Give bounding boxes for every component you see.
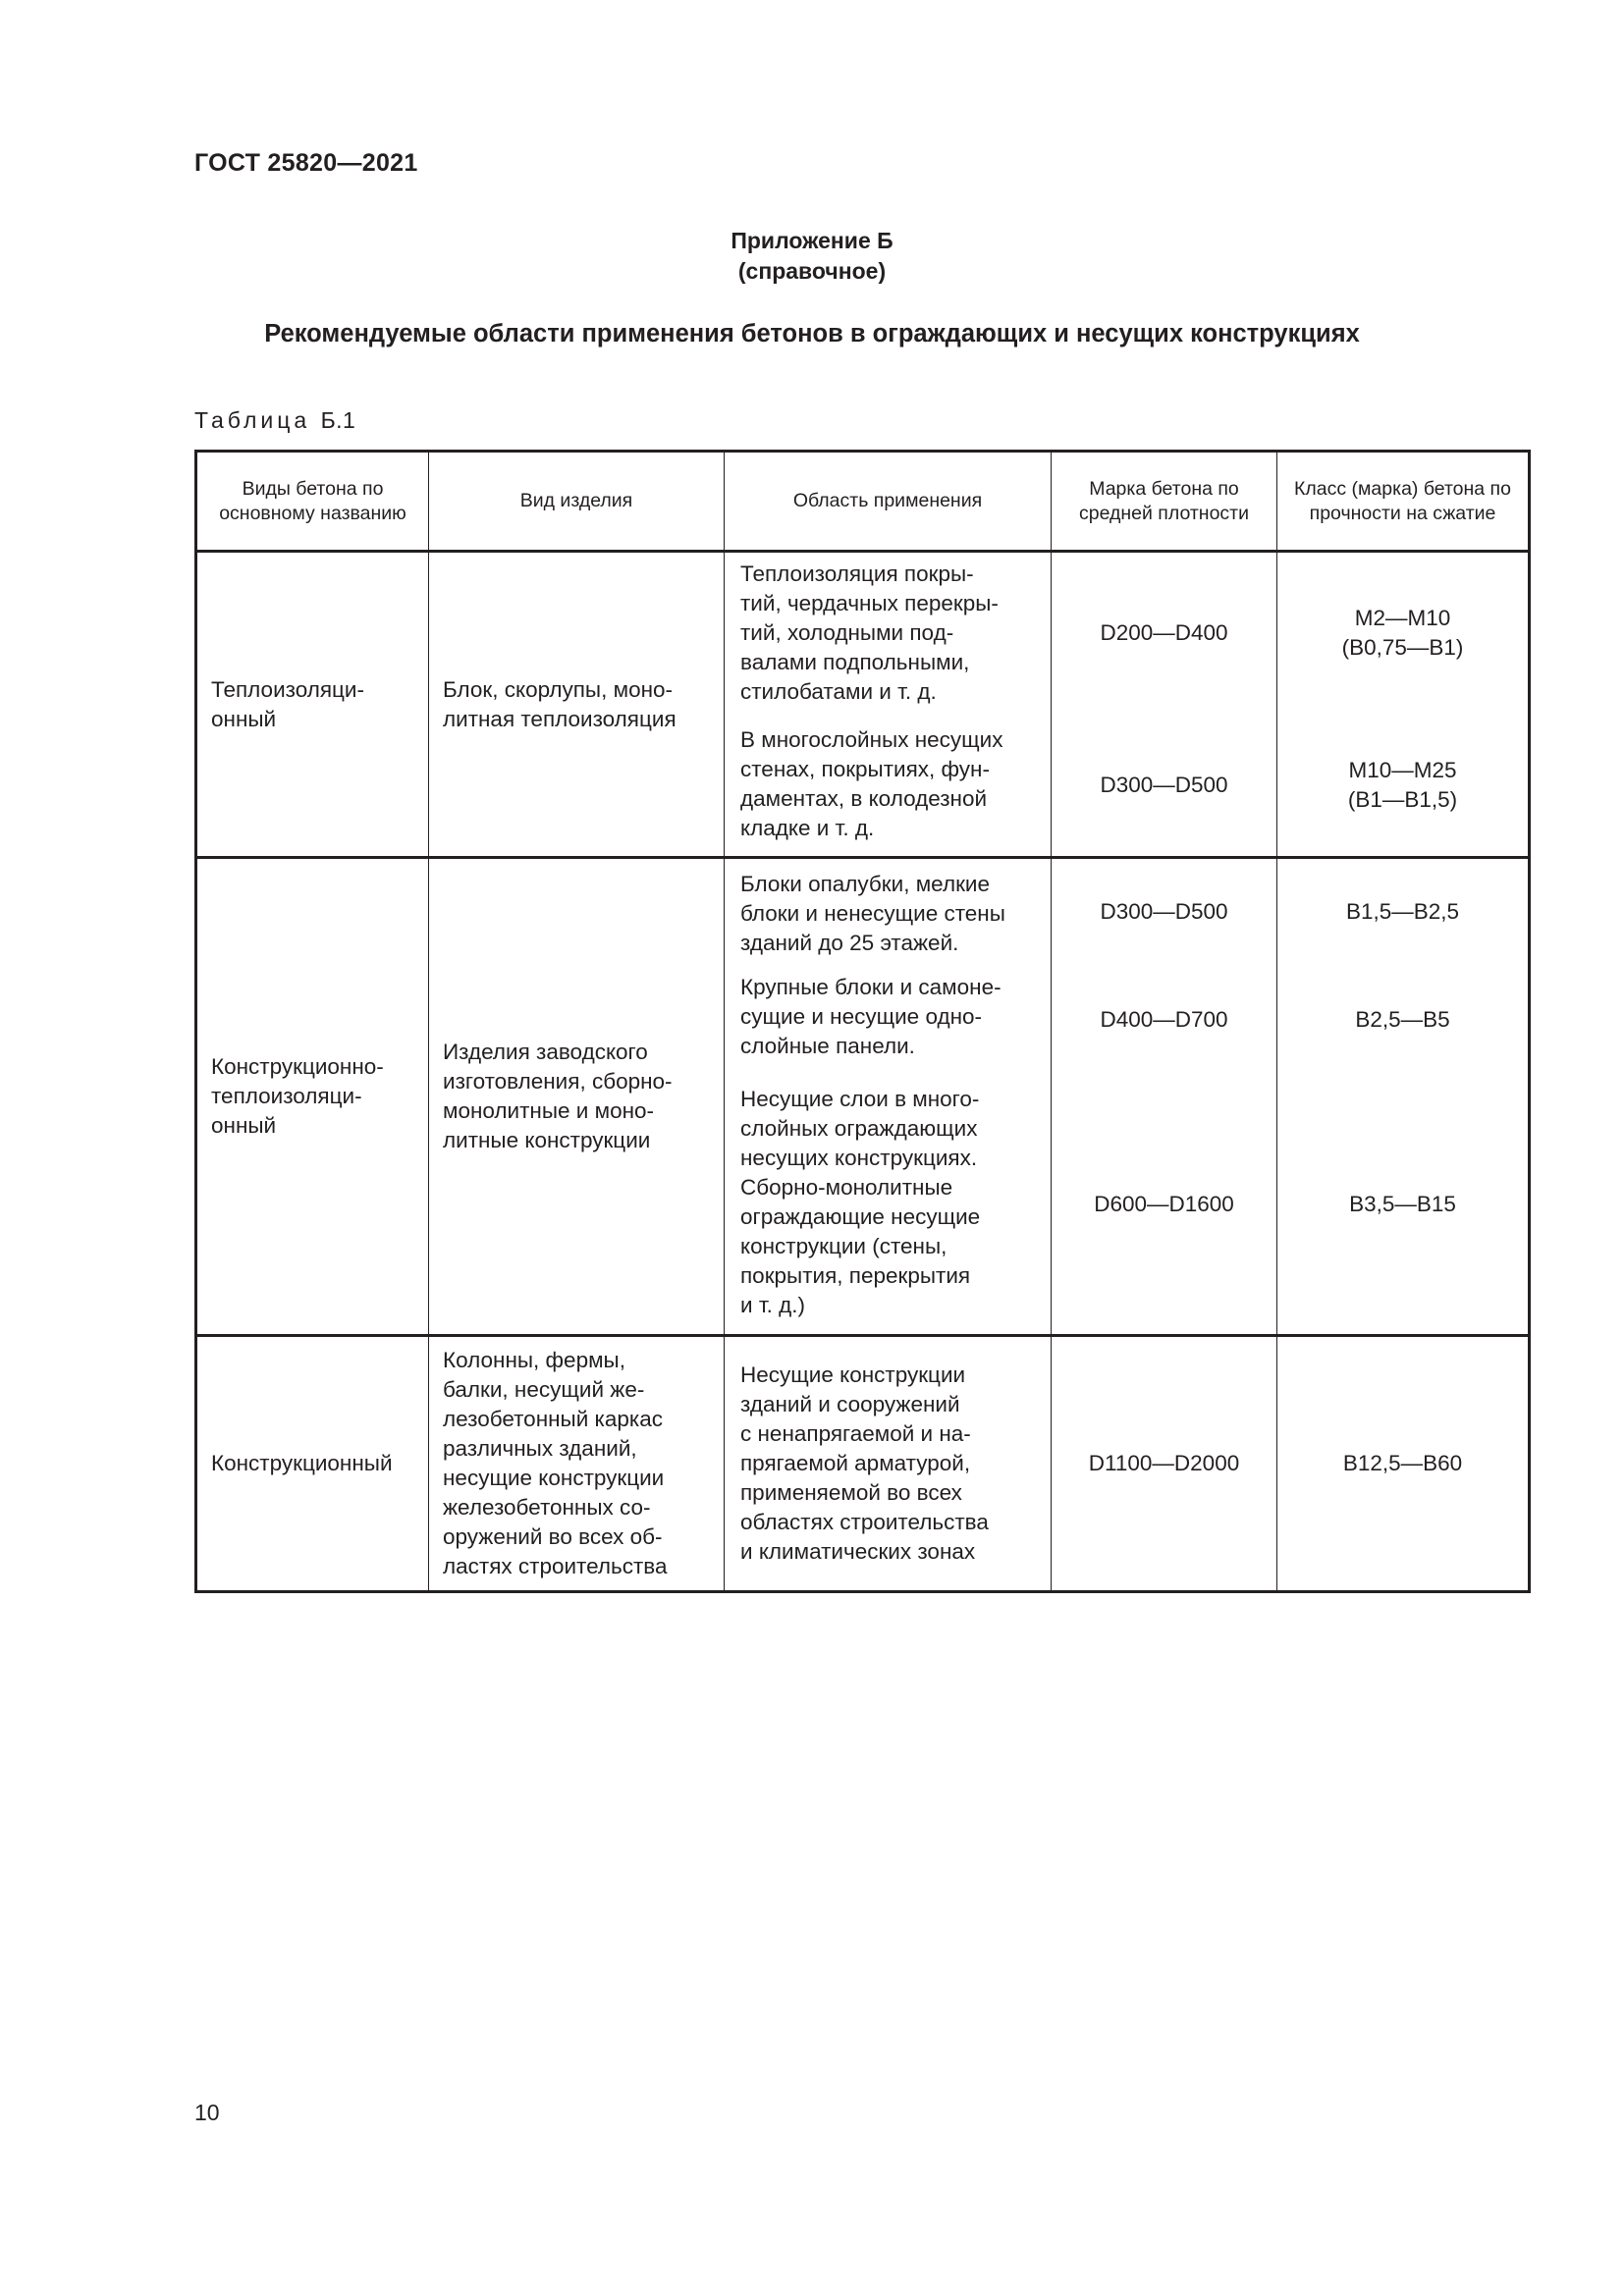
cell-product-type: Изделия заводского изготовления, сборно- монолитные и моно- литные конструкции bbox=[429, 858, 725, 1336]
cell-product-type: Колонны, фермы, балки, несущий же- лезобетонный каркас различных зданий, несущие конструкции железобетонных со- оружений во всех об- ластях строительства bbox=[429, 1336, 725, 1592]
cell-strength-class: В12,5—В60 bbox=[1277, 1336, 1530, 1592]
cell-density-grade bbox=[1052, 858, 1277, 1336]
table-caption bbox=[194, 407, 355, 434]
appendix-type: (справочное) bbox=[737, 258, 887, 284]
strength-text: В3,5—В15 bbox=[1349, 1192, 1456, 1216]
table-caption-label: Таблица bbox=[194, 407, 311, 433]
area-entry bbox=[725, 712, 1051, 856]
density-value bbox=[1052, 553, 1276, 714]
table-caption-number: Б.1 bbox=[320, 407, 356, 433]
area-text: Несущие слои в много- слойных ограждающих несущих конструкциях. Сборно-монолитные ограждающие несущие конструкции (стены, покрытия, перекрытия и т. д.) bbox=[740, 1087, 981, 1317]
cell-strength-class bbox=[1277, 552, 1530, 858]
header-strength-class: Класс (марка) бетона по прочности на сжатие bbox=[1277, 452, 1530, 552]
strength-value bbox=[1277, 965, 1528, 1075]
cell-density-grade: D1100—D2000 bbox=[1052, 1336, 1277, 1592]
cell-concrete-type: Конструкционно- теплоизоляци- онный bbox=[196, 858, 429, 1336]
strength-text: М2—М10 (В0,75—В1) bbox=[1341, 606, 1464, 660]
cell-application-area bbox=[725, 858, 1052, 1336]
page-number: 10 bbox=[194, 2100, 220, 2125]
header-application-area: Область применения bbox=[725, 452, 1052, 552]
area-text: В многослойных несущих стенах, покрытиях, фун- даментах, в колодезной кладке и т. д. bbox=[740, 726, 1003, 840]
concrete-application-table bbox=[194, 450, 1531, 1593]
header-product-type: Вид изделия bbox=[429, 452, 725, 552]
area-entry bbox=[725, 963, 1051, 1071]
density-value bbox=[1052, 1075, 1276, 1334]
header-concrete-type: Виды бетона по основному названию bbox=[196, 452, 429, 552]
density-text: D300—D500 bbox=[1100, 899, 1228, 924]
cell-concrete-type: Теплоизоляци- онный bbox=[196, 552, 429, 858]
table-row-thermal-insulating bbox=[196, 552, 1530, 858]
table-header-row bbox=[196, 452, 1530, 552]
area-text: Крупные блоки и самоне- сущие и несущие одно- слойные панели. bbox=[740, 975, 1001, 1058]
table-row-structural bbox=[196, 1336, 1530, 1592]
strength-text: В2,5—В5 bbox=[1355, 1007, 1450, 1032]
density-value bbox=[1052, 714, 1276, 856]
cell-strength-class bbox=[1277, 858, 1530, 1336]
document-code: ГОСТ 25820—2021 bbox=[194, 149, 418, 177]
header-density-grade: Марка бетона по средней плотности bbox=[1052, 452, 1277, 552]
area-entry bbox=[725, 1071, 1051, 1334]
density-text: D400—D700 bbox=[1100, 1007, 1228, 1032]
strength-text: В1,5—В2,5 bbox=[1345, 899, 1460, 924]
area-entry bbox=[725, 553, 1051, 712]
cell-application-area: Несущие конструкции зданий и сооружений с ненапрягаемой и на- прягаемой арматурой, применяемой во всех областях строительства и климатических зонах bbox=[725, 1336, 1052, 1592]
strength-text: М10—М25 (В1—В1,5) bbox=[1347, 757, 1458, 812]
cell-density-grade bbox=[1052, 552, 1277, 858]
density-text: D600—D1600 bbox=[1094, 1192, 1234, 1216]
appendix-title: Приложение Б bbox=[731, 228, 893, 253]
density-value bbox=[1052, 859, 1276, 965]
section-title: Рекомендуемые области применения бетонов в ограждающих и несущих конструкциях bbox=[264, 320, 1360, 347]
density-value bbox=[1052, 965, 1276, 1075]
density-text: D200—D400 bbox=[1100, 620, 1228, 645]
density-text: D300—D500 bbox=[1100, 772, 1228, 797]
cell-application-area bbox=[725, 552, 1052, 858]
strength-value bbox=[1277, 1075, 1528, 1334]
table-row-structural-thermal-insulating bbox=[196, 858, 1530, 1336]
strength-value bbox=[1277, 553, 1528, 714]
cell-product-type: Блок, скорлупы, моно- литная теплоизоляция bbox=[429, 552, 725, 858]
strength-value bbox=[1277, 714, 1528, 856]
area-entry bbox=[725, 859, 1051, 963]
cell-concrete-type: Конструкционный bbox=[196, 1336, 429, 1592]
strength-value bbox=[1277, 859, 1528, 965]
area-text: Теплоизоляция покры- тий, чердачных перекры- тий, холодными под- валами подпольными, стилобатами и т. д. bbox=[740, 561, 999, 704]
area-text: Блоки опалубки, мелкие блоки и ненесущие стены зданий до 25 этажей. bbox=[740, 872, 1005, 955]
